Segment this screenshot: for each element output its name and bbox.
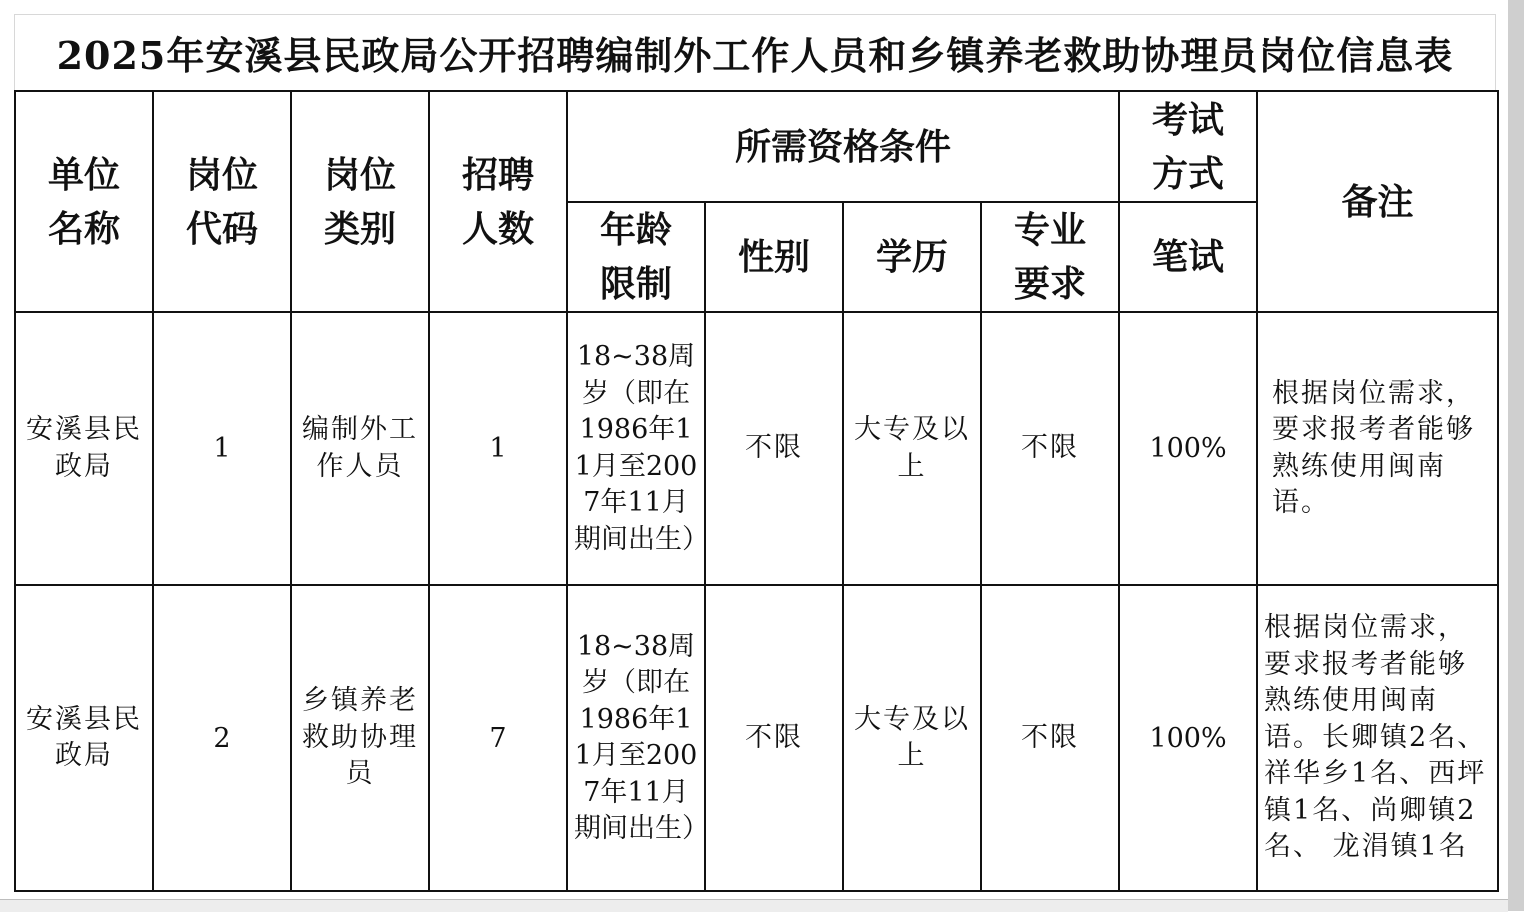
cell-count: 7	[429, 585, 567, 891]
horizontal-scrollbar[interactable]	[0, 899, 1508, 912]
header-post-code: 岗位代码	[153, 91, 291, 312]
table-title: 2025年安溪县民政局公开招聘编制外工作人员和乡镇养老救助协理员岗位信息表	[14, 14, 1496, 90]
cell-code: 1	[153, 312, 291, 585]
cell-type: 乡镇养老救助协理员	[291, 585, 429, 891]
header-major: 专业要求	[981, 202, 1119, 312]
window-edge	[1508, 0, 1524, 911]
cell-remark: 根据岗位需求，要求报考者能够熟练使用闽南语。	[1257, 312, 1498, 585]
cell-age: 18~38周岁（即在1986年11月至2007年11月期间出生）	[567, 312, 705, 585]
header-remarks: 备注	[1257, 91, 1498, 312]
header-qualifications: 所需资格条件	[567, 91, 1119, 202]
header-gender: 性别	[705, 202, 843, 312]
header-row-1	[15, 91, 1498, 202]
header-recruit-count: 招聘人数	[429, 91, 567, 312]
cell-education: 大专及以上	[843, 585, 981, 891]
cell-major: 不限	[981, 312, 1119, 585]
table-row	[15, 312, 1498, 585]
cell-type: 编制外工作人员	[291, 312, 429, 585]
header-unit-name: 单位名称	[15, 91, 153, 312]
cell-age: 18~38周岁（即在1986年11月至2007年11月期间出生）	[567, 585, 705, 891]
cell-count: 1	[429, 312, 567, 585]
cell-written: 100%	[1119, 312, 1257, 585]
header-written: 笔试	[1119, 202, 1257, 312]
cell-written: 100%	[1119, 585, 1257, 891]
cell-unit: 安溪县民政局	[15, 585, 153, 891]
cell-code: 2	[153, 585, 291, 891]
cell-education: 大专及以上	[843, 312, 981, 585]
header-education: 学历	[843, 202, 981, 312]
cell-remark: 根据岗位需求，要求报考者能够熟练使用闽南语。长卿镇2名、祥华乡1名、西坪镇1名、尚卿镇2名、 龙涓镇1名	[1257, 585, 1498, 891]
cell-gender: 不限	[705, 585, 843, 891]
cell-major: 不限	[981, 585, 1119, 891]
table-row	[15, 585, 1498, 891]
cell-unit: 安溪县民政局	[15, 312, 153, 585]
header-post-type: 岗位类别	[291, 91, 429, 312]
header-age: 年龄限制	[567, 202, 705, 312]
header-exam-method: 考试方式	[1119, 91, 1257, 202]
post-info-table	[14, 90, 1499, 892]
cell-gender: 不限	[705, 312, 843, 585]
